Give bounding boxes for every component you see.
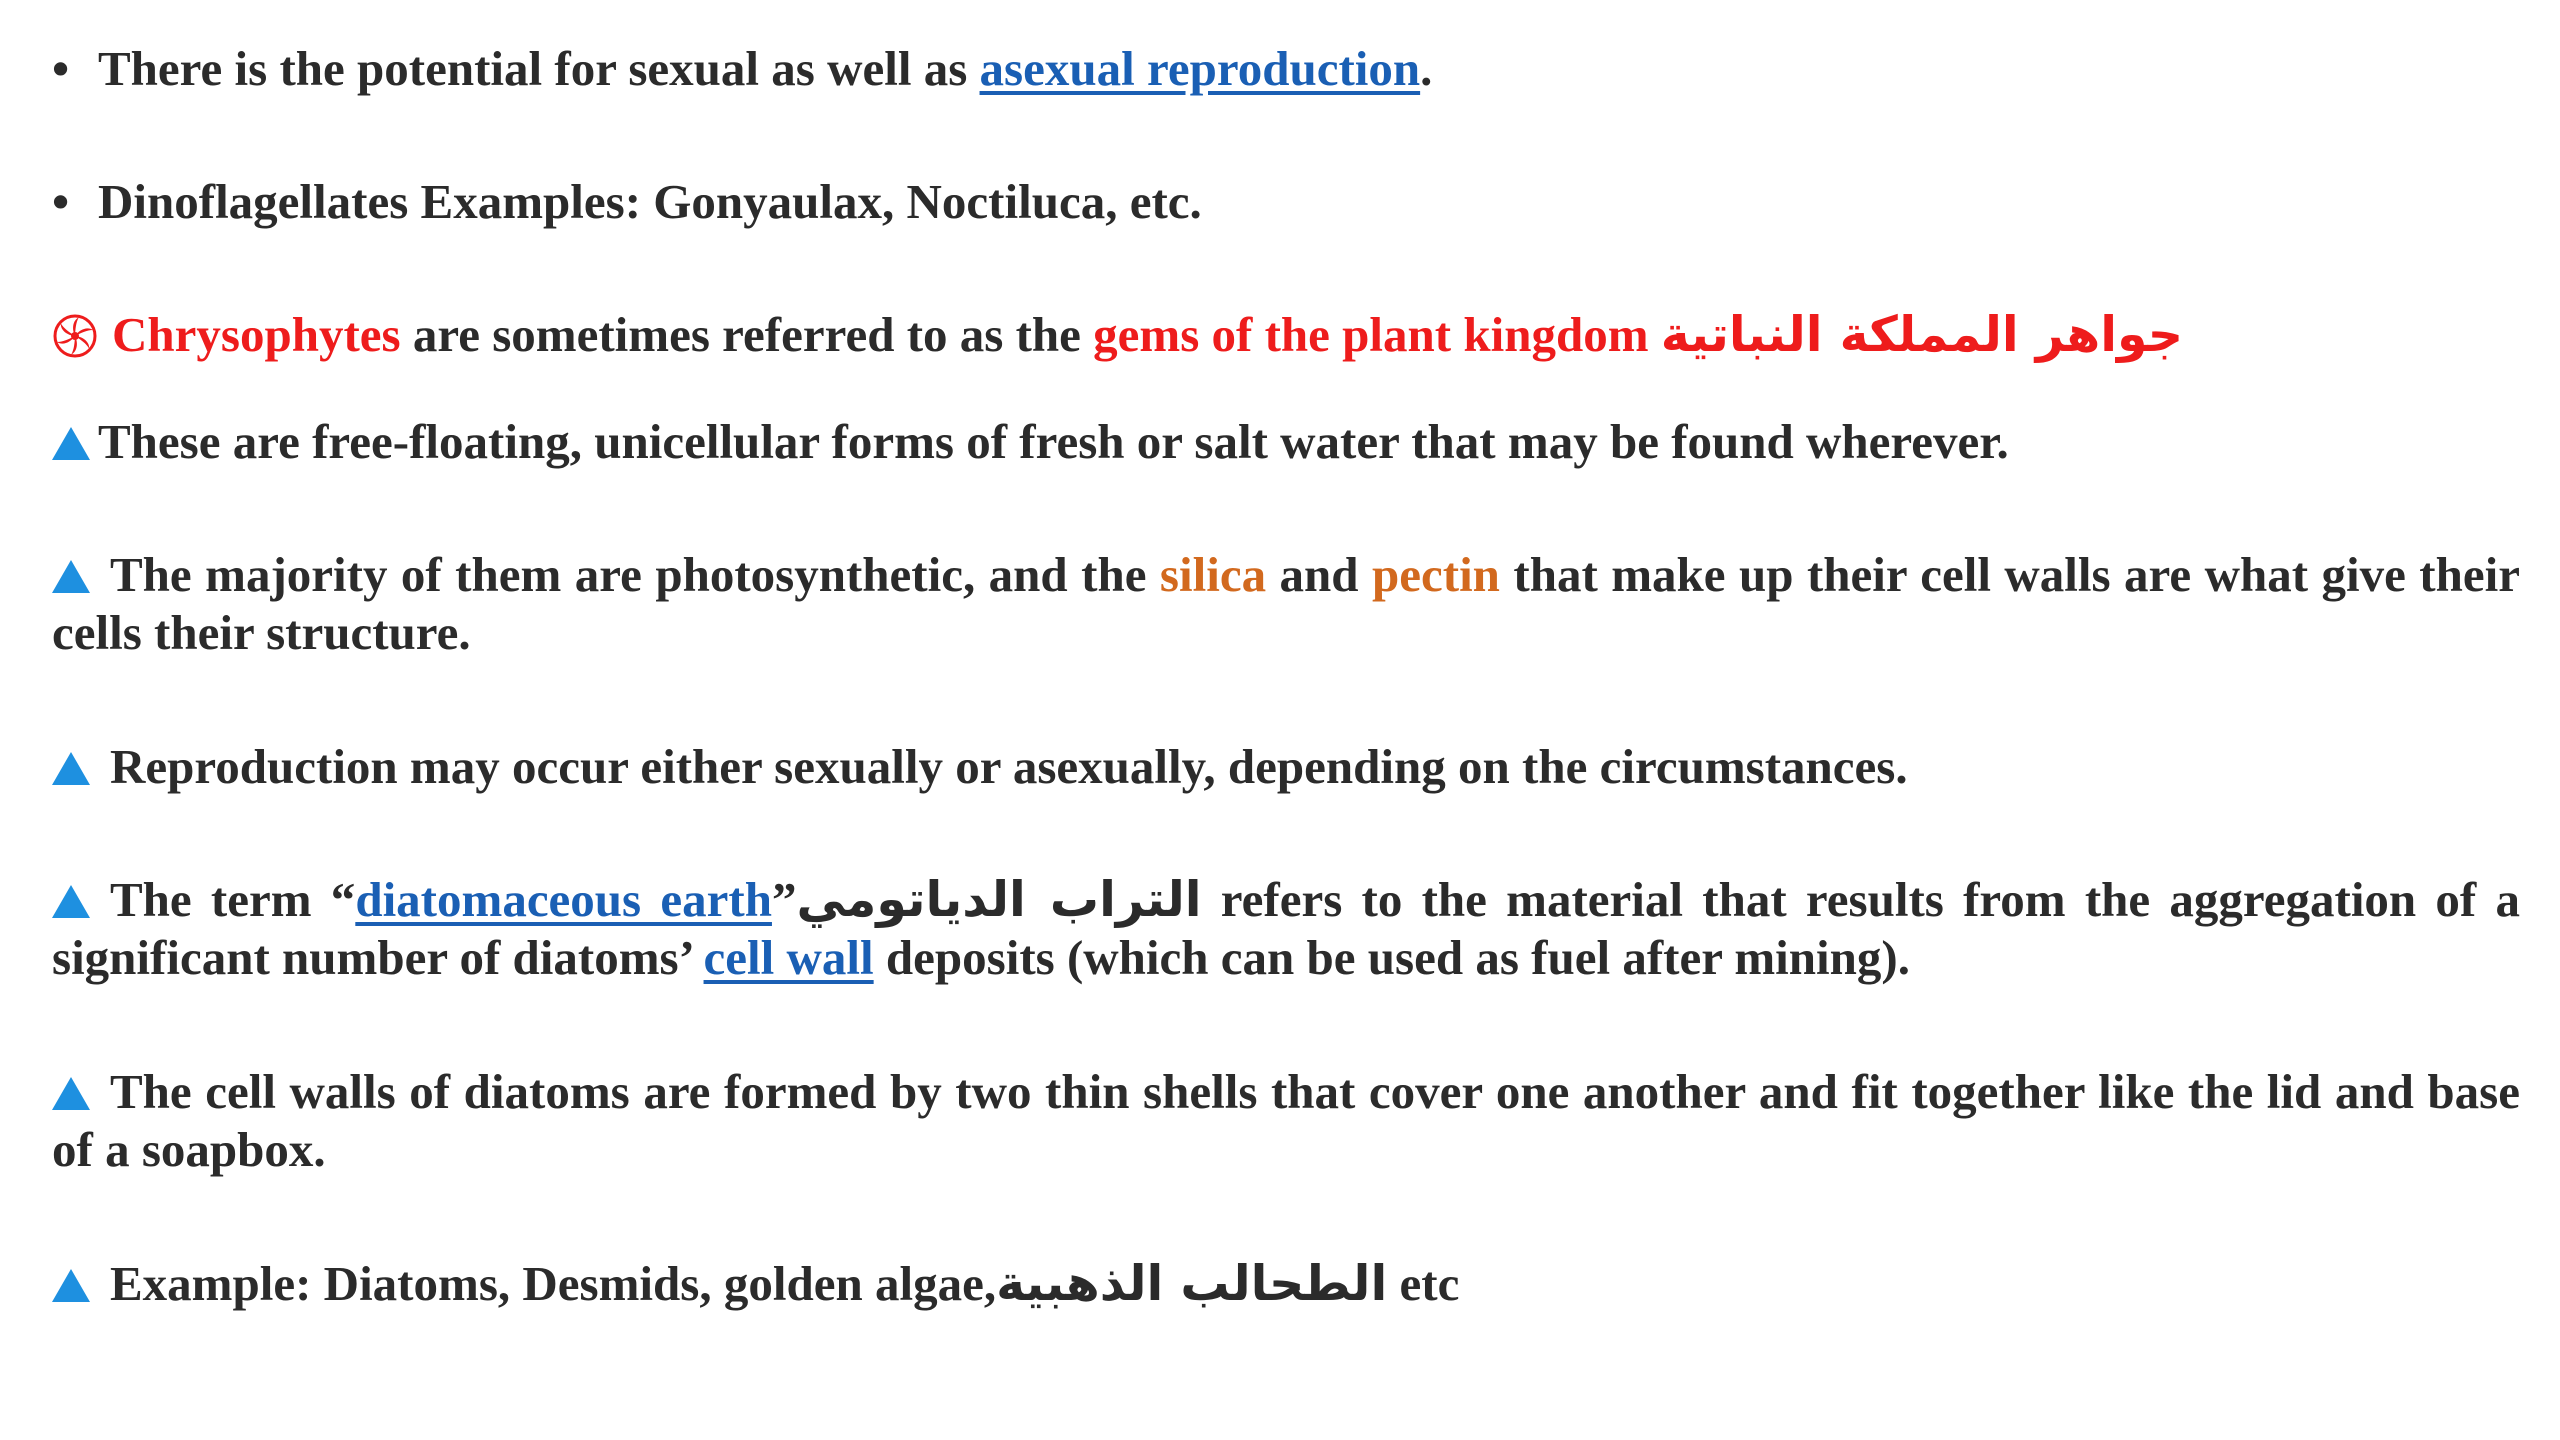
point-part1: The majority of them are photosynthetic, and the bbox=[110, 547, 1160, 602]
point-text: These are free-floating, unicellular forms of fresh or salt water that may be found wherever. bbox=[98, 414, 2009, 469]
point-photosynthetic bbox=[52, 546, 2520, 662]
chrysophytes-term: Chrysophytes bbox=[112, 307, 401, 362]
point-part2: and bbox=[1266, 547, 1372, 602]
golden-algae-arabic: الطحالب الذهبية bbox=[996, 1255, 1388, 1312]
chrysophytes-heading bbox=[52, 306, 2520, 364]
triangle-bullet-icon bbox=[52, 752, 90, 785]
triangle-bullet-icon bbox=[52, 1269, 90, 1302]
bullet-dot-icon: • bbox=[52, 174, 70, 229]
point-diatomaceous-earth bbox=[52, 871, 2520, 987]
gems-arabic: جواهر المملكة النباتية bbox=[1660, 306, 2184, 363]
point-examples bbox=[52, 1255, 2520, 1313]
diatomaceous-earth-link[interactable]: diatomaceous earth bbox=[355, 872, 772, 927]
triangle-bullet-icon bbox=[52, 560, 90, 593]
asexual-reproduction-link[interactable]: asexual reproduction bbox=[979, 41, 1421, 96]
gems-highlight: gems of the plant kingdom bbox=[1093, 307, 1649, 362]
diatomaceous-earth-arabic: التراب الدياتومي bbox=[796, 871, 1202, 928]
triangle-bullet-icon bbox=[52, 1077, 90, 1110]
triangle-bullet-icon bbox=[52, 427, 90, 460]
point-part1: Example: Diatoms, Desmids, golden algae, bbox=[110, 1256, 997, 1311]
point-text: Reproduction may occur either sexually or asexually, depending on the circumstances. bbox=[110, 739, 1908, 794]
chrysophytes-middle: are sometimes referred to as the bbox=[400, 307, 1094, 362]
point-text: The cell walls of diatoms are formed by two thin shells that cover one another and fit together like the lid and base of a soapbox. bbox=[52, 1064, 2520, 1177]
pectin-term: pectin bbox=[1372, 547, 1500, 602]
point-part2: refers to the material that results from the aggregation of a significant number of diatoms’ bbox=[52, 872, 2520, 985]
silica-term: silica bbox=[1159, 547, 1267, 602]
point-reproduction bbox=[52, 738, 2520, 796]
point-part2: etc bbox=[1387, 1256, 1460, 1311]
bullet-dinoflagellates-examples bbox=[52, 173, 2520, 231]
triangle-bullet-icon bbox=[52, 885, 90, 918]
point-part1: The term “ bbox=[110, 872, 356, 927]
cell-wall-link[interactable]: cell wall bbox=[703, 930, 874, 985]
pinwheel-icon bbox=[52, 313, 98, 359]
quote-close: ” bbox=[771, 872, 797, 927]
bullet-text-before: There is the potential for sexual as well as bbox=[98, 41, 980, 96]
bullet-sexual-reproduction bbox=[52, 40, 2520, 98]
point-part3: deposits (which can be used as fuel after mining). bbox=[873, 930, 1910, 985]
point-part3: that make up their cell walls are what give their cells their structure. bbox=[52, 547, 2520, 660]
bullet-text-after: . bbox=[1420, 41, 1433, 96]
bullet-text: Dinoflagellates Examples: Gonyaulax, Noctiluca, etc. bbox=[98, 174, 1202, 229]
bullet-dot-icon: • bbox=[52, 41, 70, 96]
point-free-floating bbox=[52, 413, 2520, 471]
point-cell-walls bbox=[52, 1063, 2520, 1179]
